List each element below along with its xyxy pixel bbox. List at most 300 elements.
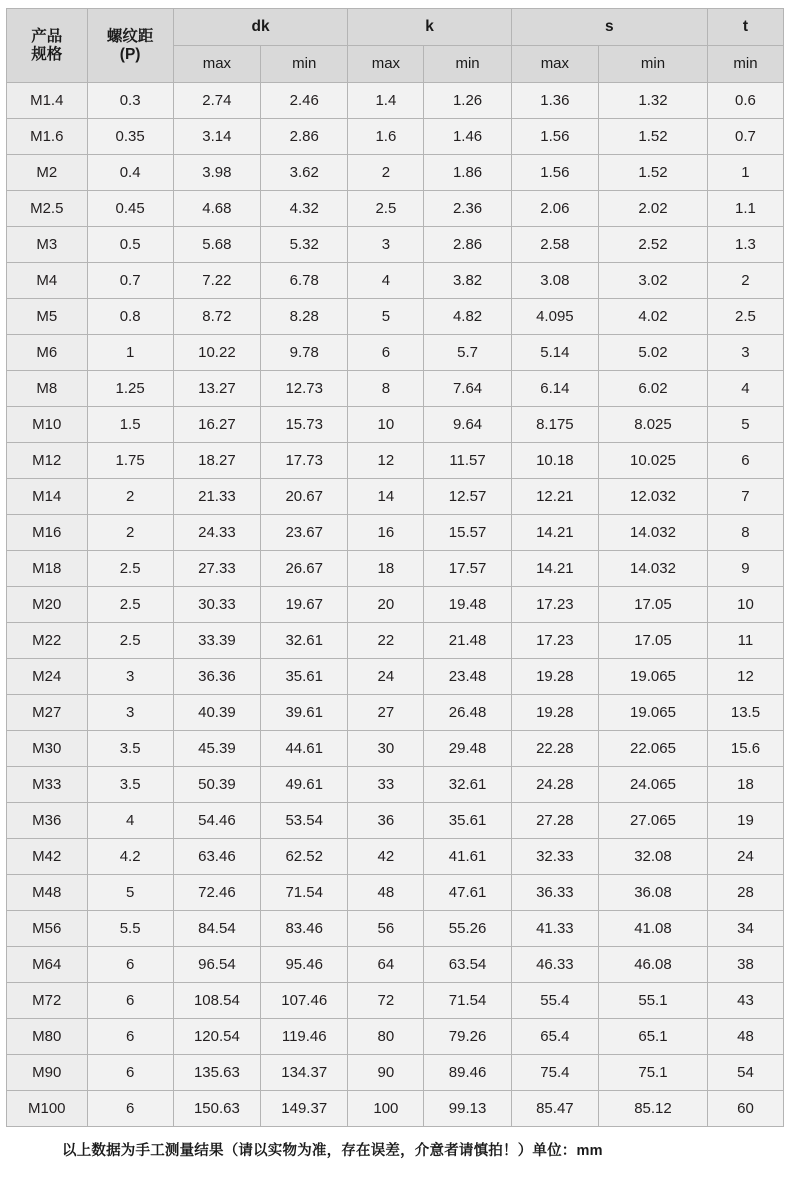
table-cell: 0.7 bbox=[87, 263, 173, 299]
cell-product-size: M4 bbox=[7, 263, 88, 299]
table-cell: 7.64 bbox=[424, 371, 511, 407]
table-cell: 8.72 bbox=[173, 299, 260, 335]
table-cell: 72 bbox=[348, 983, 424, 1019]
table-cell: 6 bbox=[87, 947, 173, 983]
screw-dimension-table bbox=[6, 8, 784, 1127]
table-cell: 0.7 bbox=[707, 119, 783, 155]
table-cell: 5.7 bbox=[424, 335, 511, 371]
header-t: t bbox=[707, 9, 783, 46]
table-cell: 0.5 bbox=[87, 227, 173, 263]
table-cell: 14.21 bbox=[511, 551, 598, 587]
table-cell: 20 bbox=[348, 587, 424, 623]
table-cell: 6 bbox=[87, 1091, 173, 1127]
table-cell: 65.4 bbox=[511, 1019, 598, 1055]
cell-product-size: M8 bbox=[7, 371, 88, 407]
table-row bbox=[7, 623, 784, 659]
table-cell: 1.56 bbox=[511, 155, 598, 191]
table-cell: 2.58 bbox=[511, 227, 598, 263]
table-row bbox=[7, 803, 784, 839]
table-cell: 46.08 bbox=[599, 947, 708, 983]
table-cell: 135.63 bbox=[173, 1055, 260, 1091]
table-row bbox=[7, 695, 784, 731]
table-cell: 32.61 bbox=[261, 623, 348, 659]
table-cell: 26.67 bbox=[261, 551, 348, 587]
table-cell: 13.5 bbox=[707, 695, 783, 731]
table-cell: 84.54 bbox=[173, 911, 260, 947]
table-cell: 21.48 bbox=[424, 623, 511, 659]
table-cell: 10 bbox=[348, 407, 424, 443]
table-row bbox=[7, 767, 784, 803]
table-cell: 33.39 bbox=[173, 623, 260, 659]
table-cell: 20.67 bbox=[261, 479, 348, 515]
table-row bbox=[7, 911, 784, 947]
table-cell: 6 bbox=[87, 983, 173, 1019]
table-cell: 4.2 bbox=[87, 839, 173, 875]
table-cell: 18 bbox=[348, 551, 424, 587]
cell-product-size: M48 bbox=[7, 875, 88, 911]
table-cell: 2.46 bbox=[261, 83, 348, 119]
table-cell: 17.05 bbox=[599, 623, 708, 659]
table-row bbox=[7, 227, 784, 263]
table-cell: 65.1 bbox=[599, 1019, 708, 1055]
table-cell: 3.62 bbox=[261, 155, 348, 191]
table-cell: 5.68 bbox=[173, 227, 260, 263]
table-cell: 35.61 bbox=[424, 803, 511, 839]
table-cell: 1.1 bbox=[707, 191, 783, 227]
table-cell: 15.73 bbox=[261, 407, 348, 443]
table-cell: 46.33 bbox=[511, 947, 598, 983]
table-cell: 17.23 bbox=[511, 587, 598, 623]
table-cell: 1.36 bbox=[511, 83, 598, 119]
table-cell: 1.75 bbox=[87, 443, 173, 479]
table-cell: 19 bbox=[707, 803, 783, 839]
table-cell: 12 bbox=[707, 659, 783, 695]
table-header-group-row bbox=[7, 9, 784, 46]
table-cell: 1.56 bbox=[511, 119, 598, 155]
table-cell: 2.5 bbox=[87, 623, 173, 659]
table-cell: 80 bbox=[348, 1019, 424, 1055]
table-row bbox=[7, 839, 784, 875]
header-dk-max: max bbox=[173, 46, 260, 83]
table-cell: 85.47 bbox=[511, 1091, 598, 1127]
table-cell: 23.67 bbox=[261, 515, 348, 551]
table-cell: 0.6 bbox=[707, 83, 783, 119]
table-cell: 40.39 bbox=[173, 695, 260, 731]
table-cell: 2.5 bbox=[87, 551, 173, 587]
table-cell: 1.52 bbox=[599, 155, 708, 191]
table-cell: 1.46 bbox=[424, 119, 511, 155]
table-cell: 1.6 bbox=[348, 119, 424, 155]
cell-product-size: M20 bbox=[7, 587, 88, 623]
table-cell: 45.39 bbox=[173, 731, 260, 767]
cell-product-size: M56 bbox=[7, 911, 88, 947]
table-row bbox=[7, 1055, 784, 1091]
table-cell: 19.67 bbox=[261, 587, 348, 623]
measurement-note: 以上数据为手工测量结果（请以实物为准，存在误差，介意者请慎拍！）单位：mm bbox=[62, 1143, 603, 1159]
table-cell: 14 bbox=[348, 479, 424, 515]
table-cell: 41.33 bbox=[511, 911, 598, 947]
table-header bbox=[7, 9, 784, 83]
table-cell: 3.98 bbox=[173, 155, 260, 191]
table-cell: 12.57 bbox=[424, 479, 511, 515]
table-cell: 0.3 bbox=[87, 83, 173, 119]
cell-product-size: M24 bbox=[7, 659, 88, 695]
table-cell: 22.065 bbox=[599, 731, 708, 767]
table-cell: 16.27 bbox=[173, 407, 260, 443]
table-cell: 47.61 bbox=[424, 875, 511, 911]
table-cell: 3.14 bbox=[173, 119, 260, 155]
table-cell: 5.02 bbox=[599, 335, 708, 371]
header-dk: dk bbox=[173, 9, 348, 46]
table-cell: 16 bbox=[348, 515, 424, 551]
table-cell: 79.26 bbox=[424, 1019, 511, 1055]
table-cell: 1.3 bbox=[707, 227, 783, 263]
table-cell: 75.1 bbox=[599, 1055, 708, 1091]
table-cell: 5 bbox=[348, 299, 424, 335]
table-cell: 36.33 bbox=[511, 875, 598, 911]
table-cell: 14.032 bbox=[599, 551, 708, 587]
table-cell: 17.05 bbox=[599, 587, 708, 623]
table-row bbox=[7, 983, 784, 1019]
table-row bbox=[7, 551, 784, 587]
table-cell: 120.54 bbox=[173, 1019, 260, 1055]
table-cell: 7 bbox=[707, 479, 783, 515]
table-cell: 7.22 bbox=[173, 263, 260, 299]
table-cell: 14.21 bbox=[511, 515, 598, 551]
table-cell: 27.28 bbox=[511, 803, 598, 839]
table-cell: 0.4 bbox=[87, 155, 173, 191]
cell-product-size: M1.6 bbox=[7, 119, 88, 155]
table-cell: 9.64 bbox=[424, 407, 511, 443]
header-s-min: min bbox=[599, 46, 708, 83]
table-cell: 36 bbox=[348, 803, 424, 839]
table-cell: 27.33 bbox=[173, 551, 260, 587]
table-cell: 3 bbox=[87, 695, 173, 731]
table-cell: 134.37 bbox=[261, 1055, 348, 1091]
table-cell: 4.32 bbox=[261, 191, 348, 227]
table-row bbox=[7, 731, 784, 767]
table-cell: 15.57 bbox=[424, 515, 511, 551]
table-cell: 2 bbox=[348, 155, 424, 191]
table-cell: 6 bbox=[87, 1055, 173, 1091]
table-cell: 83.46 bbox=[261, 911, 348, 947]
table-cell: 3.5 bbox=[87, 767, 173, 803]
table-row bbox=[7, 191, 784, 227]
table-cell: 5.32 bbox=[261, 227, 348, 263]
table-cell: 9 bbox=[707, 551, 783, 587]
table-cell: 0.35 bbox=[87, 119, 173, 155]
table-cell: 8 bbox=[707, 515, 783, 551]
table-cell: 96.54 bbox=[173, 947, 260, 983]
table-cell: 21.33 bbox=[173, 479, 260, 515]
table-cell: 95.46 bbox=[261, 947, 348, 983]
table-cell: 12.73 bbox=[261, 371, 348, 407]
table-cell: 2.86 bbox=[424, 227, 511, 263]
header-thread-pitch bbox=[87, 9, 173, 83]
header-thread-pitch-line2: (P) bbox=[119, 45, 141, 63]
cell-product-size: M14 bbox=[7, 479, 88, 515]
table-cell: 11 bbox=[707, 623, 783, 659]
table-cell: 2.06 bbox=[511, 191, 598, 227]
table-cell: 43 bbox=[707, 983, 783, 1019]
table-cell: 2 bbox=[87, 515, 173, 551]
table-cell: 24.28 bbox=[511, 767, 598, 803]
cell-product-size: M80 bbox=[7, 1019, 88, 1055]
table-row bbox=[7, 299, 784, 335]
cell-product-size: M27 bbox=[7, 695, 88, 731]
cell-product-size: M2 bbox=[7, 155, 88, 191]
table-cell: 100 bbox=[348, 1091, 424, 1127]
cell-product-size: M18 bbox=[7, 551, 88, 587]
table-cell: 2 bbox=[707, 263, 783, 299]
table-cell: 2.36 bbox=[424, 191, 511, 227]
table-cell: 4 bbox=[707, 371, 783, 407]
table-cell: 3.02 bbox=[599, 263, 708, 299]
cell-product-size: M33 bbox=[7, 767, 88, 803]
table-cell: 48 bbox=[348, 875, 424, 911]
table-row bbox=[7, 119, 784, 155]
table-cell: 62.52 bbox=[261, 839, 348, 875]
table-cell: 3.82 bbox=[424, 263, 511, 299]
table-row bbox=[7, 587, 784, 623]
header-k-min: min bbox=[424, 46, 511, 83]
table-cell: 19.28 bbox=[511, 659, 598, 695]
cell-product-size: M5 bbox=[7, 299, 88, 335]
table-cell: 10 bbox=[707, 587, 783, 623]
table-row bbox=[7, 875, 784, 911]
table-row bbox=[7, 371, 784, 407]
table-cell: 3.5 bbox=[87, 731, 173, 767]
table-cell: 17.73 bbox=[261, 443, 348, 479]
table-cell: 19.48 bbox=[424, 587, 511, 623]
table-row bbox=[7, 83, 784, 119]
table-cell: 41.08 bbox=[599, 911, 708, 947]
table-row bbox=[7, 479, 784, 515]
table-cell: 108.54 bbox=[173, 983, 260, 1019]
table-cell: 4.02 bbox=[599, 299, 708, 335]
table-cell: 1.26 bbox=[424, 83, 511, 119]
table-cell: 5.5 bbox=[87, 911, 173, 947]
cell-product-size: M100 bbox=[7, 1091, 88, 1127]
header-t-min: min bbox=[707, 46, 783, 83]
header-product-size-line1: 产品 bbox=[31, 27, 63, 45]
table-cell: 8.28 bbox=[261, 299, 348, 335]
table-cell: 18.27 bbox=[173, 443, 260, 479]
table-cell: 5 bbox=[707, 407, 783, 443]
table-cell: 24 bbox=[348, 659, 424, 695]
table-cell: 41.61 bbox=[424, 839, 511, 875]
table-cell: 3 bbox=[87, 659, 173, 695]
table-cell: 4.68 bbox=[173, 191, 260, 227]
table-cell: 4 bbox=[348, 263, 424, 299]
header-dk-min: min bbox=[261, 46, 348, 83]
table-cell: 89.46 bbox=[424, 1055, 511, 1091]
cell-product-size: M1.4 bbox=[7, 83, 88, 119]
table-cell: 50.39 bbox=[173, 767, 260, 803]
cell-product-size: M10 bbox=[7, 407, 88, 443]
table-row bbox=[7, 263, 784, 299]
table-cell: 26.48 bbox=[424, 695, 511, 731]
table-cell: 149.37 bbox=[261, 1091, 348, 1127]
table-cell: 13.27 bbox=[173, 371, 260, 407]
table-cell: 17.57 bbox=[424, 551, 511, 587]
table-cell: 23.48 bbox=[424, 659, 511, 695]
table-cell: 19.065 bbox=[599, 695, 708, 731]
table-cell: 10.18 bbox=[511, 443, 598, 479]
table-cell: 150.63 bbox=[173, 1091, 260, 1127]
table-cell: 32.08 bbox=[599, 839, 708, 875]
table-cell: 12.032 bbox=[599, 479, 708, 515]
table-cell: 5.14 bbox=[511, 335, 598, 371]
table-cell: 32.61 bbox=[424, 767, 511, 803]
table-row bbox=[7, 155, 784, 191]
table-cell: 15.6 bbox=[707, 731, 783, 767]
cell-product-size: M3 bbox=[7, 227, 88, 263]
table-cell: 64 bbox=[348, 947, 424, 983]
table-cell: 2.5 bbox=[707, 299, 783, 335]
cell-product-size: M6 bbox=[7, 335, 88, 371]
cell-product-size: M64 bbox=[7, 947, 88, 983]
table-cell: 32.33 bbox=[511, 839, 598, 875]
table-cell: 56 bbox=[348, 911, 424, 947]
header-k: k bbox=[348, 9, 511, 46]
table-cell: 12 bbox=[348, 443, 424, 479]
table-cell: 85.12 bbox=[599, 1091, 708, 1127]
header-product-size-line2: 规格 bbox=[31, 45, 63, 63]
table-cell: 17.23 bbox=[511, 623, 598, 659]
header-s: s bbox=[511, 9, 707, 46]
table-cell: 3 bbox=[707, 335, 783, 371]
table-cell: 54 bbox=[707, 1055, 783, 1091]
table-cell: 39.61 bbox=[261, 695, 348, 731]
cell-product-size: M16 bbox=[7, 515, 88, 551]
table-cell: 2.74 bbox=[173, 83, 260, 119]
table-cell: 27.065 bbox=[599, 803, 708, 839]
table-cell: 71.54 bbox=[424, 983, 511, 1019]
table-cell: 107.46 bbox=[261, 983, 348, 1019]
table-cell: 0.8 bbox=[87, 299, 173, 335]
table-row bbox=[7, 1019, 784, 1055]
table-cell: 42 bbox=[348, 839, 424, 875]
table-cell: 2.5 bbox=[87, 587, 173, 623]
table-cell: 11.57 bbox=[424, 443, 511, 479]
table-cell: 28 bbox=[707, 875, 783, 911]
table-cell: 3.08 bbox=[511, 263, 598, 299]
cell-product-size: M90 bbox=[7, 1055, 88, 1091]
table-cell: 19.065 bbox=[599, 659, 708, 695]
table-cell: 1.86 bbox=[424, 155, 511, 191]
header-thread-pitch-line1: 螺纹距 bbox=[106, 27, 154, 45]
table-cell: 48 bbox=[707, 1019, 783, 1055]
table-cell: 54.46 bbox=[173, 803, 260, 839]
table-cell: 14.032 bbox=[599, 515, 708, 551]
table-cell: 1.32 bbox=[599, 83, 708, 119]
table-cell: 55.1 bbox=[599, 983, 708, 1019]
table-cell: 2.52 bbox=[599, 227, 708, 263]
table-cell: 63.46 bbox=[173, 839, 260, 875]
cell-product-size: M12 bbox=[7, 443, 88, 479]
table-cell: 63.54 bbox=[424, 947, 511, 983]
table-cell: 2.86 bbox=[261, 119, 348, 155]
table-cell: 119.46 bbox=[261, 1019, 348, 1055]
cell-product-size: M36 bbox=[7, 803, 88, 839]
header-product-size bbox=[7, 9, 88, 83]
table-cell: 6 bbox=[348, 335, 424, 371]
table-cell: 6.02 bbox=[599, 371, 708, 407]
table-cell: 53.54 bbox=[261, 803, 348, 839]
table-cell: 29.48 bbox=[424, 731, 511, 767]
table-cell: 72.46 bbox=[173, 875, 260, 911]
cell-product-size: M22 bbox=[7, 623, 88, 659]
table-cell: 30.33 bbox=[173, 587, 260, 623]
table-cell: 4.095 bbox=[511, 299, 598, 335]
table-row bbox=[7, 947, 784, 983]
table-cell: 2 bbox=[87, 479, 173, 515]
table-cell: 38 bbox=[707, 947, 783, 983]
table-cell: 34 bbox=[707, 911, 783, 947]
table-cell: 22.28 bbox=[511, 731, 598, 767]
table-cell: 18 bbox=[707, 767, 783, 803]
table-row bbox=[7, 515, 784, 551]
table-cell: 60 bbox=[707, 1091, 783, 1127]
table-cell: 35.61 bbox=[261, 659, 348, 695]
table-cell: 24 bbox=[707, 839, 783, 875]
table-cell: 24.33 bbox=[173, 515, 260, 551]
table-cell: 75.4 bbox=[511, 1055, 598, 1091]
table-cell: 99.13 bbox=[424, 1091, 511, 1127]
table-cell: 6 bbox=[707, 443, 783, 479]
table-cell: 6.78 bbox=[261, 263, 348, 299]
table-cell: 9.78 bbox=[261, 335, 348, 371]
table-cell: 36.08 bbox=[599, 875, 708, 911]
cell-product-size: M72 bbox=[7, 983, 88, 1019]
table-row bbox=[7, 407, 784, 443]
table-cell: 27 bbox=[348, 695, 424, 731]
header-k-max: max bbox=[348, 46, 424, 83]
table-cell: 0.45 bbox=[87, 191, 173, 227]
header-s-max: max bbox=[511, 46, 598, 83]
table-cell: 2.5 bbox=[348, 191, 424, 227]
table-cell: 5 bbox=[87, 875, 173, 911]
table-cell: 3 bbox=[348, 227, 424, 263]
table-cell: 1 bbox=[707, 155, 783, 191]
table-cell: 24.065 bbox=[599, 767, 708, 803]
table-cell: 44.61 bbox=[261, 731, 348, 767]
table-cell: 71.54 bbox=[261, 875, 348, 911]
table-row bbox=[7, 335, 784, 371]
table-cell: 4 bbox=[87, 803, 173, 839]
table-body bbox=[7, 83, 784, 1127]
table-cell: 1.4 bbox=[348, 83, 424, 119]
table-cell: 8.025 bbox=[599, 407, 708, 443]
cell-product-size: M30 bbox=[7, 731, 88, 767]
table-cell: 55.4 bbox=[511, 983, 598, 1019]
table-cell: 1.5 bbox=[87, 407, 173, 443]
table-cell: 8 bbox=[348, 371, 424, 407]
table-cell: 4.82 bbox=[424, 299, 511, 335]
table-row bbox=[7, 659, 784, 695]
table-cell: 6.14 bbox=[511, 371, 598, 407]
table-cell: 1 bbox=[87, 335, 173, 371]
table-cell: 22 bbox=[348, 623, 424, 659]
table-cell: 8.175 bbox=[511, 407, 598, 443]
table-cell: 30 bbox=[348, 731, 424, 767]
table-cell: 36.36 bbox=[173, 659, 260, 695]
table-cell: 90 bbox=[348, 1055, 424, 1091]
table-cell: 1.52 bbox=[599, 119, 708, 155]
table-cell: 19.28 bbox=[511, 695, 598, 731]
table-cell: 1.25 bbox=[87, 371, 173, 407]
